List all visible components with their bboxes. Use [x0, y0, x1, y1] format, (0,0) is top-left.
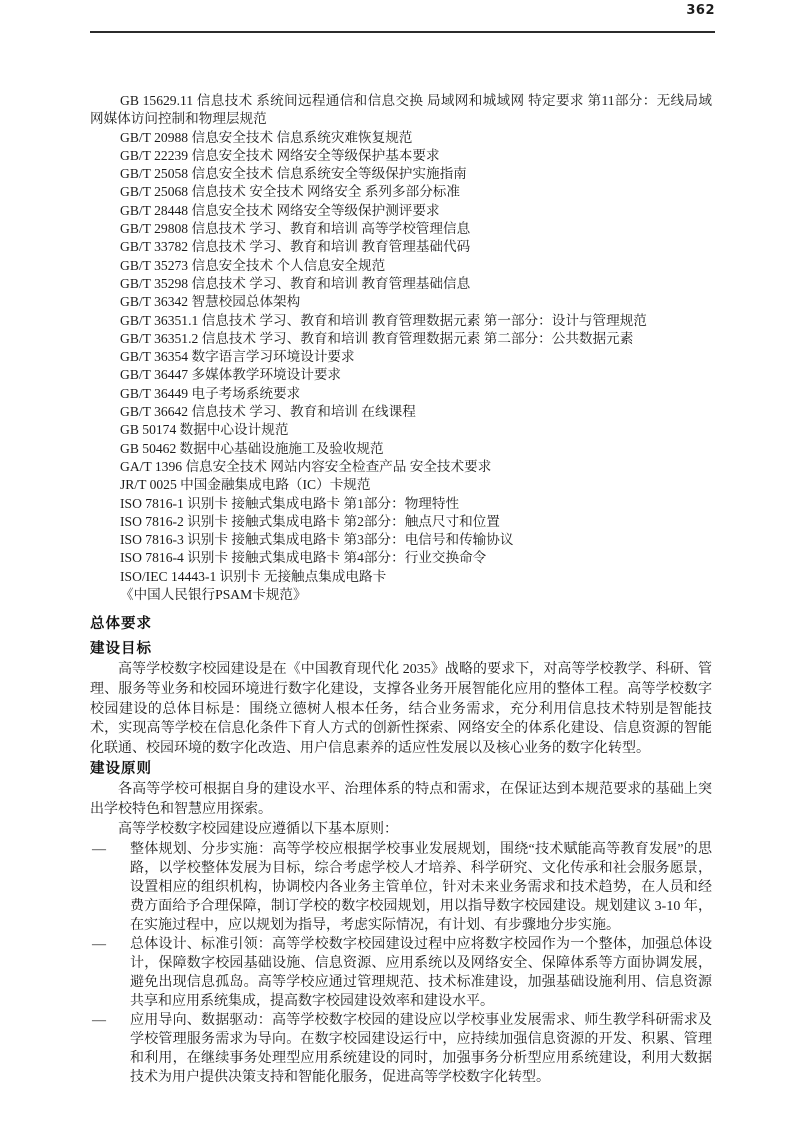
bullet-text: 整体规划、分步实施：高等学校应根据学校事业发展规划，围绕“技术赋能高等教育发展”的思路，以学校整体发展为目标，综合考虑学校人才培养、科学研究、文化传承和社会服务愿景，设置相应的组织机构，协调校内各业务主管单位，针对未来业务需求和技术趋势，在人员和经费方面给予合理保障，制订学校的数字校园规划，用以指导数字校园建设。规划建议 3-10 年，在实施过程中，应以规划为指导，考虑实际情况，有计划、有步骤地分步实施。	[130, 842, 712, 934]
standard-entry: 《中国人民银行PSAM卡规范》	[120, 587, 307, 603]
standard-entry: GB/T 36449 电子考场系统要求	[120, 385, 301, 401]
document-content	[90, 92, 712, 1087]
standard-entry: GB 50462 数据中心基础设施施工及验收规范	[120, 440, 384, 456]
header-rule	[90, 31, 715, 33]
section-heading-construction-goals: 建设目标	[90, 641, 152, 658]
standard-entry: GB/T 22239 信息安全技术 网络安全等级保护基本要求	[120, 147, 440, 163]
standard-entry: GB/T 25068 信息技术 安全技术 网络安全 系列多部分标准	[120, 184, 460, 200]
dash-marker: —	[92, 937, 106, 953]
standard-entry: GB/T 25058 信息安全技术 信息系统安全等级保护实施指南	[120, 166, 467, 182]
standard-entry: GB/T 36342 智慧校园总体架构	[120, 294, 301, 310]
standard-entry: ISO 7816-3 识别卡 接触式集成电路卡 第3部分：电信号和传输协议	[120, 532, 514, 548]
standard-entry: GB/T 36351.1 信息技术 学习、教育和培训 教育管理数据元素 第一部分：设计与管理规范	[120, 312, 647, 328]
section-heading-construction-principles: 建设原则	[90, 761, 152, 778]
standards-list	[90, 92, 712, 604]
principles-bullet-list	[90, 840, 712, 1087]
bullet-text: 应用导向、数据驱动：高等学校数字校园的建设应以学校事业发展需求、师生教学科研需求及学校管理服务需求为导向。在数字校园建设运行中，应持续加强信息资源的开发、积累、管理和利用，在继续事务处理型应用系统建设的同时，加强事务分析型应用系统建设，利用大数据技术为用户提供决策支持和智能化服务，促进高等学校数字化转型。	[130, 1013, 712, 1086]
section-heading-overall-requirements: 总体要求	[90, 616, 152, 633]
standard-entry: GB 50174 数据中心设计规范	[120, 422, 289, 438]
construction-principles-paragraphs	[90, 780, 712, 840]
principle-bullet	[90, 935, 712, 1011]
standard-entry: GB/T 35273 信息安全技术 个人信息安全规范	[120, 257, 386, 273]
standard-entry: GB/T 20988 信息安全技术 信息系统灾难恢复规范	[120, 129, 413, 145]
page-number: 362	[686, 3, 715, 18]
standard-entry: GB/T 36447 多媒体教学环境设计要求	[120, 367, 342, 383]
dash-marker: —	[92, 1013, 106, 1029]
standard-entry: GB/T 36642 信息技术 学习、教育和培训 在线课程	[120, 404, 416, 420]
standard-entry: GB/T 36351.2 信息技术 学习、教育和培训 教育管理数据元素 第二部分：公共数据元素	[120, 330, 634, 346]
standard-entry: GB/T 28448 信息安全技术 网络安全等级保护测评要求	[120, 202, 440, 218]
body-paragraph: 各高等学校可根据自身的建设水平、治理体系的特点和需求，在保证达到本规范要求的基础上突出学校特色和智慧应用探索。	[90, 782, 712, 818]
standard-entry: GB/T 36354 数字语言学习环境设计要求	[120, 349, 355, 365]
standard-entry: ISO 7816-4 识别卡 接触式集成电路卡 第4部分：行业交换命令	[120, 550, 487, 566]
standard-entry: GB/T 33782 信息技术 学习、教育和培训 教育管理基础代码	[120, 239, 471, 255]
standard-entry: GB 15629.11 信息技术 系统间远程通信和信息交换 局域网和城域网 特定要求 第11部分：无线局域网媒体访问控制和物理层规范	[90, 93, 712, 127]
standard-entry: ISO/IEC 14443-1 识别卡 无接触点集成电路卡	[120, 568, 387, 584]
standard-entry: ISO 7816-1 识别卡 接触式集成电路卡 第1部分：物理特性	[120, 495, 460, 511]
standard-entry: ISO 7816-2 识别卡 接触式集成电路卡 第2部分：触点尺寸和位置	[120, 513, 500, 529]
standard-entry: GB/T 35298 信息技术 学习、教育和培训 教育管理基础信息	[120, 275, 471, 291]
standard-entry: JR/T 0025 中国金融集成电路（IC）卡规范	[120, 477, 371, 493]
body-paragraph: 高等学校数字校园建设是在《中国教育现代化 2035》战略的要求下，对高等学校教学、科研、管理、服务等业务和校园环境进行数字化建设，支撑各业务开展智能化应用的整体工程。高等学校数字校园建设的总体目标是：围绕立德树人根本任务，结合业务需求，充分利用信息技术特别是智能技术，实现高等学校在信息化条件下育人方式的创新性探索、网络安全的体系化建设、信息资源的智能化联通、校园环境的数字化改造、用户信息素养的适应性发展以及核心业务的数字化转型。	[90, 662, 712, 756]
standard-entry: GB/T 29808 信息技术 学习、教育和培训 高等学校管理信息	[120, 221, 471, 237]
bullet-text: 总体设计、标准引领：高等学校数字校园建设过程中应将数字校园作为一个整体，加强总体设计，保障数字校园基础设施、信息资源、应用系统以及网络安全、保障体系等方面协调发展，避免出现信息孤岛。高等学校应通过管理规范、技术标准建设，加强基础设施利用、信息资源共享和应用系统集成，提高数字校园建设效率和建设水平。	[130, 937, 712, 1010]
standard-entry: GA/T 1396 信息安全技术 网站内容安全检查产品 安全技术要求	[120, 458, 492, 474]
construction-goals-paragraphs	[90, 660, 712, 758]
principle-bullet	[90, 840, 712, 935]
principle-bullet	[90, 1011, 712, 1087]
body-paragraph: 高等学校数字校园建设应遵循以下基本原则：	[118, 822, 398, 838]
dash-marker: —	[92, 842, 106, 858]
